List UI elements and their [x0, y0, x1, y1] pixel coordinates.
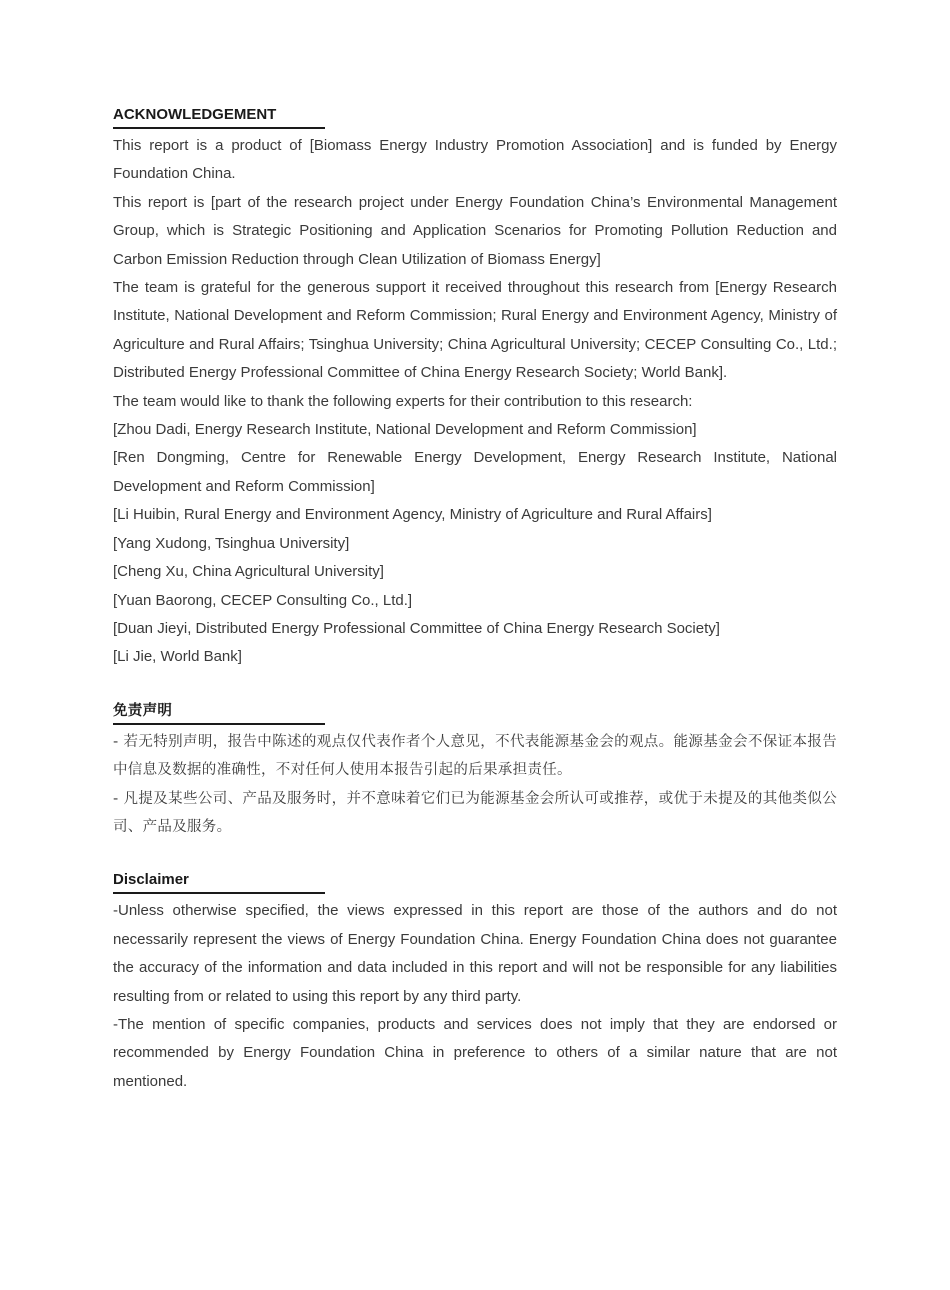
expert-item: [Li Jie, World Bank]: [113, 648, 242, 666]
disclaimer-cn-paragraph: - 若无特别声明，报告中陈述的观点仅代表作者个人意见，不代表能源基金会的观点。能源基金会不保证本报告中信息及数据的准确性，不对任何人使用本报告引起的后果承担责任。: [113, 733, 837, 779]
expert-item: [Cheng Xu, China Agricultural University]: [113, 563, 384, 581]
expert-item: [Li Huibin, Rural Energy and Environment Agency, Ministry of Agriculture and Rural Affairs]: [113, 506, 712, 524]
acknowledgement-section: [113, 104, 837, 672]
disclaimer-en-section: [113, 869, 837, 1096]
expert-item: [Duan Jieyi, Distributed Energy Professional Committee of China Energy Research Society]: [113, 619, 720, 637]
acknowledgement-heading: ACKNOWLEDGEMENT: [113, 104, 325, 129]
disclaimer-cn-section: [113, 700, 837, 842]
section-spacer: [113, 672, 837, 700]
disclaimer-en-paragraph: -The mention of specific companies, products and services does not imply that they are endorsed or recommended by Energy Foundation China in preference to others of a similar nature that are not mentioned.: [113, 1015, 837, 1090]
disclaimer-en-paragraph: -Unless otherwise specified, the views expressed in this report are those of the authors and do not necessarily represent the views of Energy Foundation China. Energy Foundation China does not guarantee the accuracy of the information and data included in this report and will not be responsible for any liabilities resulting from or related to using this report by any third party.: [113, 902, 837, 1005]
disclaimer-cn-heading: 免责声明: [113, 700, 325, 725]
expert-item: [Yang Xudong, Tsinghua University]: [113, 534, 350, 552]
disclaimer-en-heading: Disclaimer: [113, 869, 325, 894]
ack-paragraph-project: This report is [part of the research project under Energy Foundation China’s Environmental Management Group, which is Strategic Positioning and Application Scenarios for Promoting Pollution Reduction and Carbon Emission Reduction through Clean Utilization of Biomass Energy]: [113, 193, 837, 268]
ack-paragraph-support: The team is grateful for the generous support it received throughout this research from [Energy Research Institute, National Development and Reform Commission; Rural Energy and Environment Agency, Ministry of Agriculture and Rural Affairs; Tsinghua University; China Agricultural University; CECEP Consulting Co., Ltd.; Distributed Energy Professional Committee of China Energy Research Society; World Bank].: [113, 279, 837, 382]
disclaimer-cn-paragraph: - 凡提及某些公司、产品及服务时，并不意味着它们已为能源基金会所认可或推荐，或优于未提及的其他类似公司、产品及服务。: [113, 790, 837, 835]
expert-item: [Ren Dongming, Centre for Renewable Energy Development, Energy Research Institute, National Development and Reform Commission]: [113, 449, 837, 495]
document-page: [113, 104, 837, 1096]
expert-item: [Zhou Dadi, Energy Research Institute, National Development and Reform Commission]: [113, 421, 697, 439]
expert-item: [Yuan Baorong, CECEP Consulting Co., Ltd.]: [113, 591, 413, 609]
section-spacer: [113, 841, 837, 869]
ack-paragraph-experts-intro: The team would like to thank the following experts for their contribution to this research:: [113, 392, 693, 410]
ack-paragraph-funding: This report is a product of [Biomass Energy Industry Promotion Association] and is funded by Energy Foundation China.: [113, 137, 837, 183]
